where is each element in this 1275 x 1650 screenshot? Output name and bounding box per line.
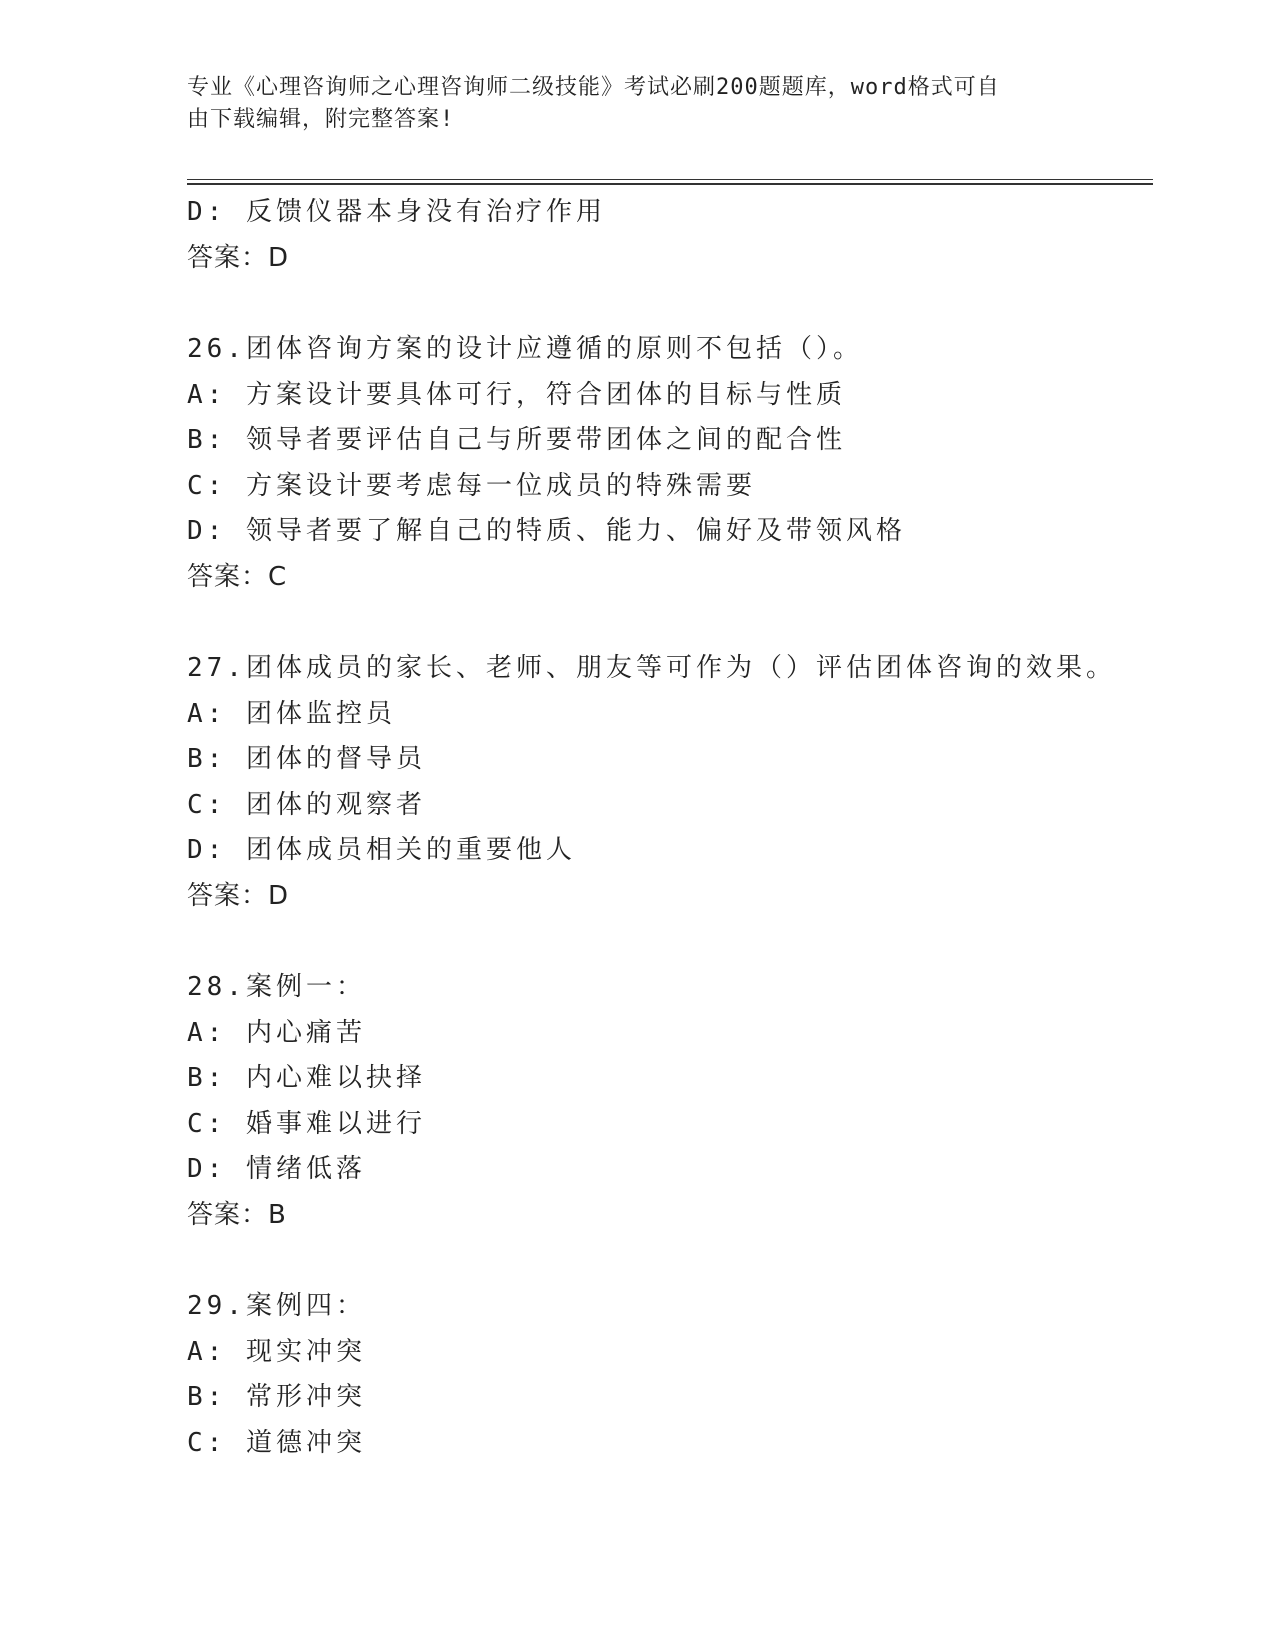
question-26 [187,327,1153,600]
option-b: B: 内心难以抉择 [187,1063,426,1093]
answer-line: 答案：D [187,242,290,273]
question-list [187,190,1153,1466]
header-divider-thin [187,179,1153,180]
option-c: C: 方案设计要考虑每一位成员的特殊需要 [187,470,756,501]
document-header [187,72,1067,136]
option-d: D: 团体成员相关的重要他人 [187,835,576,865]
question-29 [187,1284,1153,1466]
option-b: B: 领导者要评估自己与所要带团体之间的配合性 [187,425,846,455]
option-b: B: 团体的督导员 [187,744,426,774]
option-c: C: 团体的观察者 [187,789,426,820]
option-d: D: 领导者要了解自己的特质、能力、偏好及带领风格 [187,516,906,546]
option-a: A: 方案设计要具体可行，符合团体的目标与性质 [187,379,846,410]
option-a: A: 团体监控员 [187,698,396,729]
option-d: D: 情绪低落 [187,1154,366,1184]
question-27 [187,646,1153,919]
answer-line: 答案：C [187,561,288,592]
question-28 [187,965,1153,1238]
option-a: A: 内心痛苦 [187,1017,366,1048]
question-text: 29.案例四： [187,1291,366,1321]
option-c: C: 道德冲突 [187,1427,366,1458]
option-d: D: 反馈仪器本身没有治疗作用 [187,197,606,227]
question-text: 27.团体成员的家长、老师、朋友等可作为（）评估团体咨询的效果。 [187,653,1116,683]
answer-line: 答案：D [187,880,290,911]
header-divider-thick [187,183,1153,185]
header-line-1: 专业《心理咨询师之心理咨询师二级技能》考试必刷200题题库，word格式可自 [187,75,1000,100]
option-c: C: 婚事难以进行 [187,1108,426,1139]
option-a: A: 现实冲突 [187,1336,366,1367]
previous-question-tail [187,190,1153,281]
header-line-2: 由下载编辑，附完整答案! [187,107,455,132]
answer-line: 答案：B [187,1199,287,1230]
question-text: 28.案例一： [187,972,366,1002]
option-b: B: 常形冲突 [187,1382,366,1412]
question-text: 26.团体咨询方案的设计应遵循的原则不包括（）。 [187,334,863,364]
